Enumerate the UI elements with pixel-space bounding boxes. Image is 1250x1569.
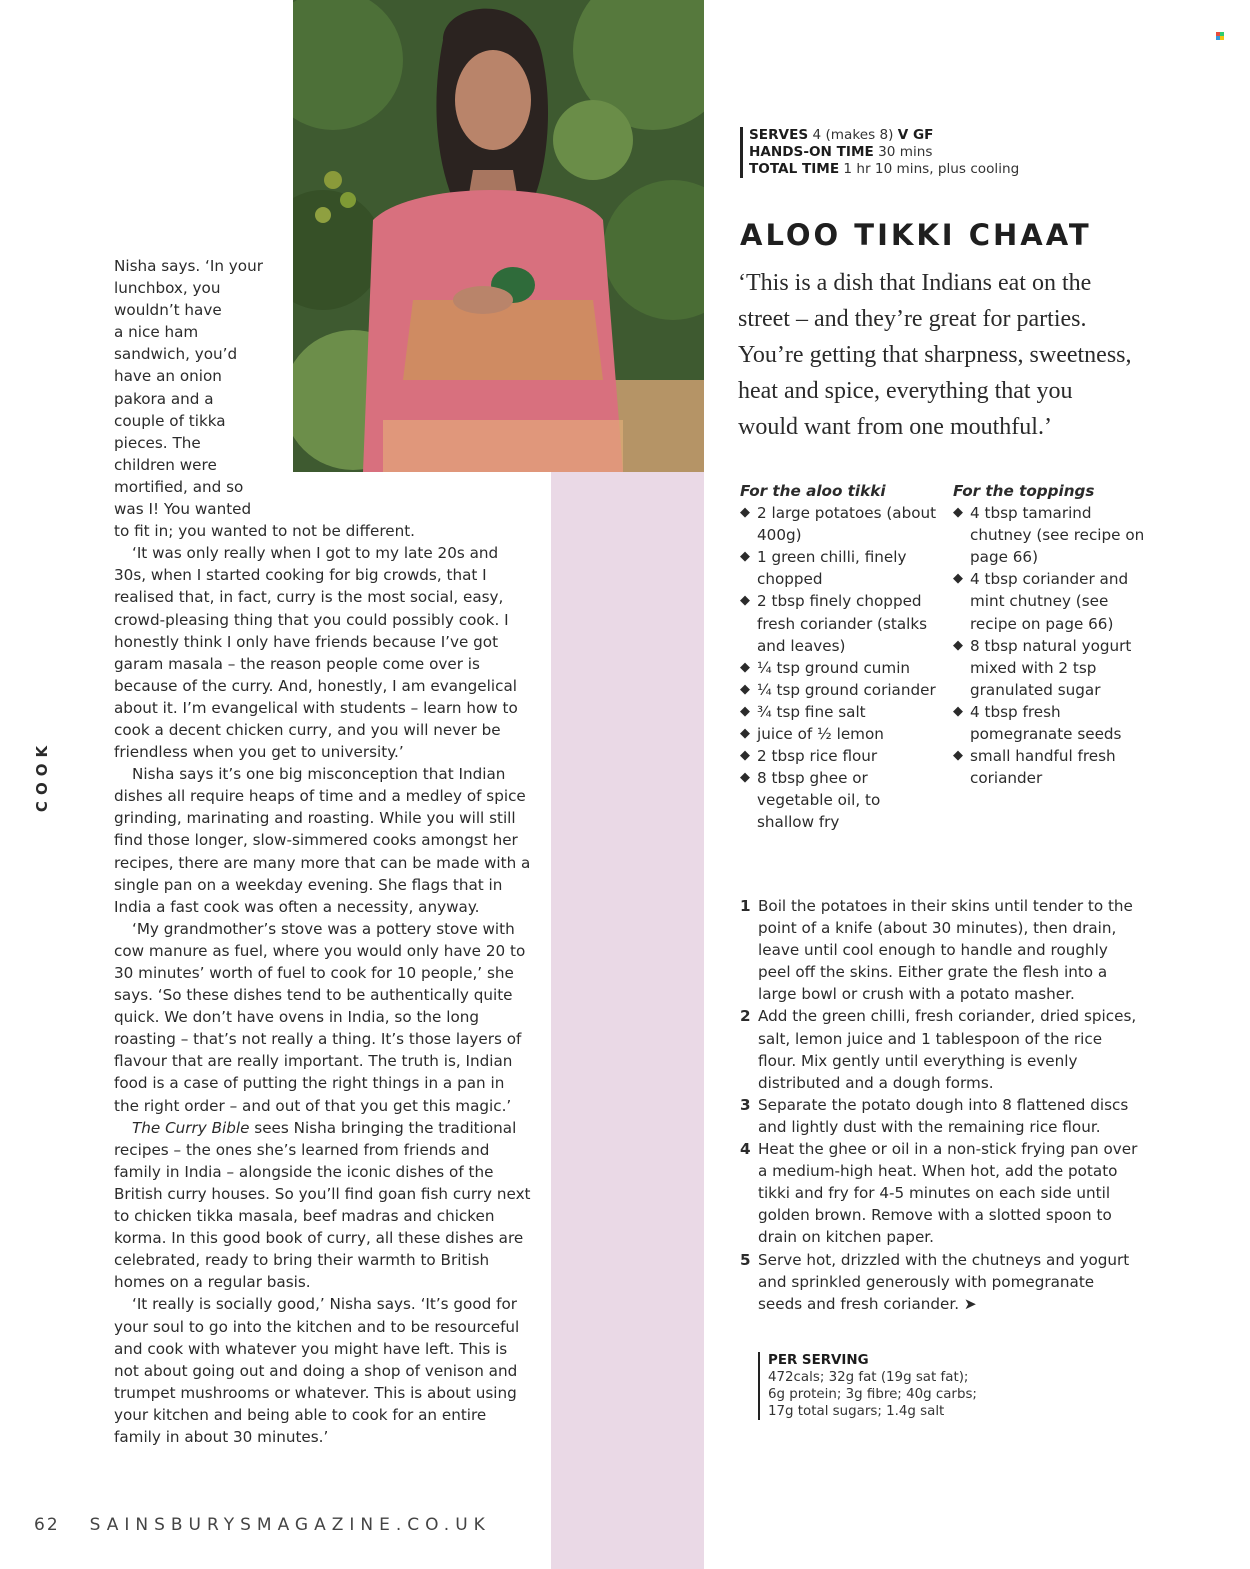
book-title: The Curry Bible	[132, 1118, 250, 1137]
ingredient-item: ◆ 1 green chilli, finely chopped	[740, 548, 907, 589]
diamond-bullet-icon: ◆	[953, 571, 963, 587]
nutrition-line: 472cals; 32g fat (19g sat fat);	[768, 1370, 969, 1385]
nutrition-box	[758, 1352, 1018, 1420]
ingredient-item: ◆ 4 tbsp fresh pomegranate seeds	[953, 702, 1122, 744]
ingredient-item: ◆ 2 tbsp rice flour	[740, 745, 940, 767]
continue-arrow-icon: ➤	[963, 1294, 977, 1313]
ingredient-item: ◆ ¼ tsp ground coriander	[740, 679, 940, 701]
ingredient-item: ◆ 2 large potatoes (about 400g)	[740, 504, 937, 545]
method-steps	[740, 895, 1140, 1315]
article-line: lunchbox, you	[114, 279, 221, 298]
ingredients-heading: For the aloo tikki	[740, 482, 886, 500]
method-step: 4 Heat the ghee or oil in a non-stick frying pan over a medium-high heat. When hot, add the potato tikki and fry for 4-5 minutes on each side until golden brown. Remove with a slotted spoon to drain on kitchen paper.	[740, 1140, 1138, 1247]
recipe-quote: ‘This is a dish that Indians eat on the street – and they’re great for parties. You’re getting that sharpness, sweetness, heat and spice, everything that you would want from one mouthful.’	[738, 270, 1132, 440]
diamond-bullet-icon: ◆	[953, 748, 963, 764]
article-line: Nisha says. ‘In your	[114, 257, 263, 275]
ingredient-item: ◆ ¼ tsp ground cumin	[740, 657, 940, 679]
method-step: 1 Boil the potatoes in their skins until tender to the point of a knife (about 30 minutes), then drain, leave until cool enough to handle and roughly peel off the skins. Either grate the flesh into a large bowl or crush with a potato masher.	[740, 897, 1133, 1004]
page-number: 62	[34, 1515, 60, 1535]
ingredient-item: ◆ 2 tbsp finely chopped fresh coriander (stalks and leaves)	[740, 592, 928, 655]
serves-line: SERVES 4 (makes 8) V GF	[749, 127, 934, 143]
diamond-bullet-icon: ◆	[953, 637, 963, 653]
article-paragraph: ‘It really is socially good,’ Nisha says. ‘It’s good for your soul to go into the kitchen and to be resourceful and cook with whatever you might have left. This is not about going out and doing a shop of venison and trumpet mushrooms or whatever. This is about using your kitchen and being able to cook for an entire family in about 30 minutes.’	[114, 1295, 520, 1446]
diet-badge: V GF	[897, 127, 934, 143]
ingredient-item: ◆ 4 tbsp tamarind chutney (see recipe on page 66)	[953, 504, 1145, 567]
article-line: sandwich, you’d	[114, 345, 238, 364]
diamond-bullet-icon: ◆	[740, 770, 750, 786]
nutrition-line: 17g total sugars; 1.4g salt	[768, 1404, 945, 1419]
nutrition-line: 6g protein; 3g fibre; 40g carbs;	[768, 1387, 977, 1402]
ingredients-toppings	[953, 480, 1153, 789]
article-line: pieces. The	[114, 433, 201, 452]
step-number: 5	[740, 1250, 751, 1269]
page-footer	[34, 1515, 491, 1535]
article-paragraph	[114, 1117, 534, 1294]
article-line: have an onion	[114, 367, 222, 386]
step-number: 2	[740, 1007, 751, 1026]
diamond-bullet-icon: ◆	[740, 681, 750, 697]
decorative-pink-band	[551, 472, 704, 1569]
diamond-bullet-icon: ◆	[953, 505, 963, 521]
ingredients-heading: For the toppings	[953, 482, 1095, 500]
diamond-bullet-icon: ◆	[740, 505, 750, 521]
diamond-bullet-icon: ◆	[953, 703, 963, 719]
step-number: 1	[740, 897, 751, 915]
ingredient-item: ◆ 8 tbsp natural yogurt mixed with 2 tsp granulated sugar	[953, 636, 1132, 699]
recipe-title: ALOO TIKKI CHAAT	[740, 218, 1092, 252]
corner-logo-icon	[1216, 32, 1224, 40]
recipe-meta	[740, 127, 1019, 178]
diamond-bullet-icon: ◆	[740, 748, 750, 764]
article-line: children were	[114, 455, 217, 474]
article-line: pakora and a	[114, 389, 214, 408]
diamond-bullet-icon: ◆	[740, 703, 750, 719]
ingredient-item: ◆ small handful fresh coriander	[953, 747, 1116, 788]
section-label: COOK	[33, 739, 51, 813]
diamond-bullet-icon: ◆	[740, 593, 750, 609]
method-step: 5 Serve hot, drizzled with the chutneys and yogurt and sprinkled generously with pomegranate seeds and fresh coriander. ➤	[740, 1250, 1130, 1313]
article-paragraph: ‘My grandmother’s stove was a pottery stove with cow manure as fuel, where you would only have 20 to 30 minutes’ worth of fuel to cook for 10 people,’ she says. ‘So these dishes tend to be authentically quite quick. We don’t have ovens in India, so the long roasting – that’s not really a thing. It’s those layers of flavour that are really important. The truth is, Indian food is a case of putting the right things in a pan in the right order – and out of that you get this magic.’	[114, 919, 526, 1115]
article-line: mortified, and so	[114, 477, 244, 496]
ingredient-item: ◆ juice of ½ lemon	[740, 723, 940, 745]
nutrition-heading: PER SERVING	[768, 1353, 869, 1368]
article-line: wouldn’t have	[114, 301, 222, 320]
hands-on-line: HANDS-ON TIME 30 mins	[749, 144, 933, 160]
diamond-bullet-icon: ◆	[740, 726, 750, 742]
article-paragraph: ‘It was only really when I got to my late 20s and 30s, when I started cooking for big crowds, that I realised that, in fact, curry is the most social, easy, crowd-pleasing thing that you could possibly cook. I honestly think I only have friends because I’ve got garam masala – the reason people come over is because of the curry. And, honestly, I am evangelical about it. I’m evangelical with students – learn how to cook a decent chicken curry, and you will never be friendless when you get to university.’	[114, 544, 518, 762]
total-time-line: TOTAL TIME 1 hr 10 mins, plus cooling	[749, 161, 1020, 177]
article-paragraph: to fit in; you wanted to not be different.	[114, 522, 415, 541]
ingredients-tikki	[740, 480, 940, 834]
article-intro-narrow	[114, 255, 264, 520]
step-number: 4	[740, 1140, 751, 1159]
article-line: a nice ham	[114, 323, 199, 342]
article-line: was I! You wanted	[114, 500, 252, 519]
diamond-bullet-icon: ◆	[740, 659, 750, 675]
step-number: 3	[740, 1095, 751, 1114]
website-url: SAINSBURYSMAGAZINE.CO.UK	[89, 1515, 491, 1535]
article-body	[114, 255, 534, 1448]
diamond-bullet-icon: ◆	[740, 549, 750, 565]
method-step: 2 Add the green chilli, fresh coriander, dried spices, salt, lemon juice and 1 tablespoon of the rice flour. Mix gently until everything is evenly distributed and a dough forms.	[740, 1007, 1137, 1092]
ingredient-item: ◆ ¾ tsp fine salt	[740, 701, 940, 723]
article-line: couple of tikka	[114, 411, 226, 430]
article-paragraph: Nisha says it’s one big misconception that Indian dishes all require heaps of time and a medley of spice grinding, marinating and roasting. While you will still find those longer, slow-simmered cooks amongst her recipes, there are many more that can be made with a single pan on a weekday evening. She flags that in India a fast cook was often a necessity, anyway.	[114, 765, 531, 916]
ingredient-item: ◆ 8 tbsp ghee or vegetable oil, to shallow fry	[740, 769, 881, 832]
method-step: 3 Separate the potato dough into 8 flattened discs and lightly dust with the remaining rice flour.	[740, 1095, 1129, 1136]
article-paragraph-text: sees Nisha bringing the traditional recipes – the ones she’s learned from friends and family in India – alongside the iconic dishes of the British curry houses. So you’ll find goan fish curry next to chicken tikka masala, beef madras and chicken korma. In this good book of curry, all these dishes are celebrated, ready to bring their warmth to British homes on a regular basis.	[114, 1118, 531, 1292]
ingredient-item: ◆ 4 tbsp coriander and mint chutney (see recipe on page 66)	[953, 570, 1129, 633]
